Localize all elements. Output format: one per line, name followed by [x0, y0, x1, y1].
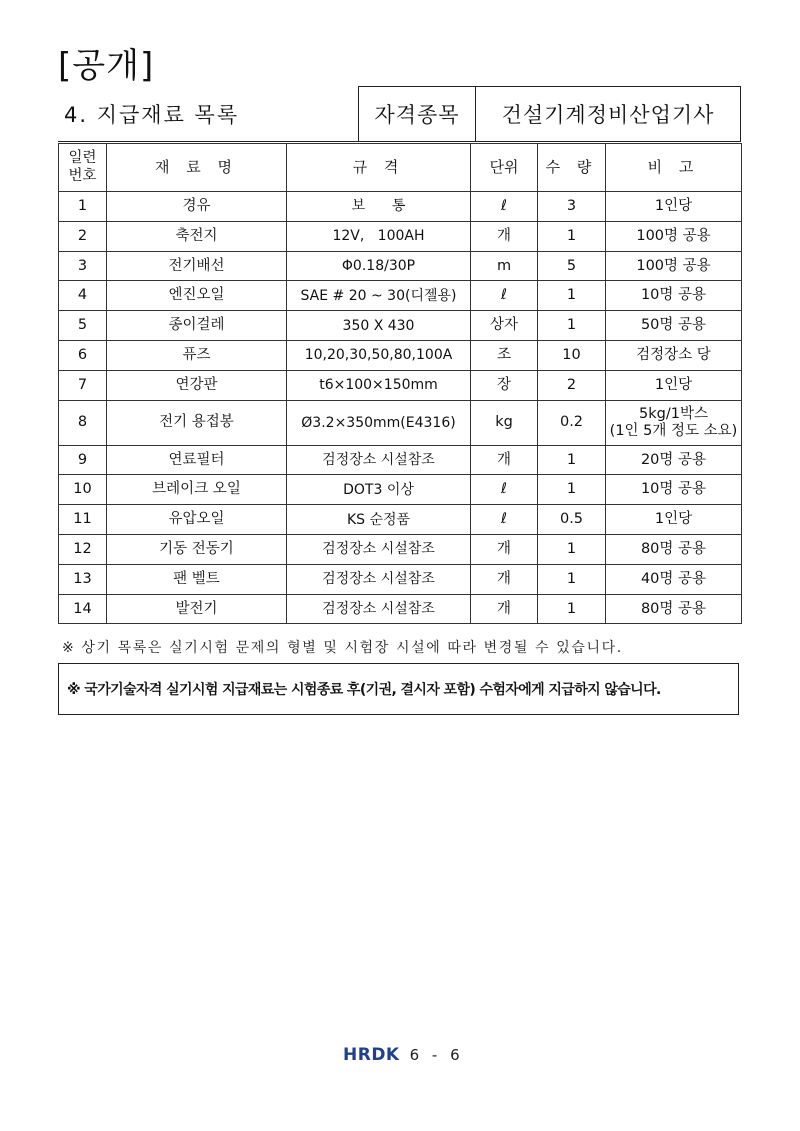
row-number: 1	[59, 192, 107, 222]
row-spec: Φ0.18/30P	[287, 251, 471, 281]
row-number: 7	[59, 370, 107, 400]
row-note: 1인당	[606, 505, 742, 535]
row-qty: 0.2	[538, 400, 606, 445]
table-row	[59, 594, 742, 624]
table-row	[59, 534, 742, 564]
row-spec: 10,20,30,50,80,100A	[287, 340, 471, 370]
row-note: 80명 공용	[606, 534, 742, 564]
row-number: 13	[59, 564, 107, 594]
qualification-value: 건설기계정비산업기사	[476, 87, 741, 142]
row-unit: 개	[471, 445, 538, 475]
row-qty: 2	[538, 370, 606, 400]
row-note	[606, 400, 742, 445]
row-unit: 조	[471, 340, 538, 370]
row-note: 1인당	[606, 370, 742, 400]
row-number: 12	[59, 534, 107, 564]
row-name: 경유	[107, 192, 287, 222]
row-name: 전기 용접봉	[107, 400, 287, 445]
table-row	[59, 340, 742, 370]
row-number: 2	[59, 221, 107, 251]
row-note: 100명 공용	[606, 251, 742, 281]
row-note: 10명 공용	[606, 475, 742, 505]
row-name: 축전지	[107, 221, 287, 251]
row-spec: 검정장소 시설참조	[287, 594, 471, 624]
row-note: 80명 공용	[606, 594, 742, 624]
row-qty: 1	[538, 475, 606, 505]
table-row	[59, 251, 742, 281]
qualification-label: 자격종목	[359, 87, 476, 142]
table-row	[59, 370, 742, 400]
section-header	[58, 86, 741, 142]
page-title: [공개]	[58, 46, 155, 86]
table-row	[59, 564, 742, 594]
header-spec: 규 격	[287, 144, 471, 192]
materials-table	[58, 143, 742, 624]
header-note: 비 고	[606, 144, 742, 192]
row-spec: 12V, 100AH	[287, 221, 471, 251]
table-header-row	[59, 144, 742, 192]
row-number: 10	[59, 475, 107, 505]
table-row	[59, 281, 742, 311]
row-number: 6	[59, 340, 107, 370]
row-qty: 3	[538, 192, 606, 222]
row-qty: 1	[538, 594, 606, 624]
row-number: 14	[59, 594, 107, 624]
row-qty: 1	[538, 564, 606, 594]
row-note: 검정장소 당	[606, 340, 742, 370]
row-unit: 개	[471, 594, 538, 624]
row-unit: 개	[471, 221, 538, 251]
row-qty: 1	[538, 534, 606, 564]
row-spec: DOT3 이상	[287, 475, 471, 505]
row-spec: 검정장소 시설참조	[287, 445, 471, 475]
header-quantity: 수 량	[538, 144, 606, 192]
row-qty: 0.5	[538, 505, 606, 535]
row-name: 팬 벨트	[107, 564, 287, 594]
row-spec: 검정장소 시설참조	[287, 534, 471, 564]
row-number: 4	[59, 281, 107, 311]
row-unit: m	[471, 251, 538, 281]
row-unit: ℓ	[471, 475, 538, 505]
row-number: 11	[59, 505, 107, 535]
section-title: 4. 지급재료 목록	[58, 87, 359, 142]
row-name: 발전기	[107, 594, 287, 624]
row-name: 기동 전동기	[107, 534, 287, 564]
table-row	[59, 400, 742, 445]
row-note: 50명 공용	[606, 311, 742, 341]
row-spec: t6×100×150mm	[287, 370, 471, 400]
table-row	[59, 192, 742, 222]
row-name: 연강판	[107, 370, 287, 400]
row-qty: 1	[538, 445, 606, 475]
table-row	[59, 311, 742, 341]
footnote: ※ 상기 목록은 실기시험 문제의 형별 및 시험장 시설에 따라 변경될 수 있습니다.	[62, 640, 623, 656]
row-number: 9	[59, 445, 107, 475]
row-number: 3	[59, 251, 107, 281]
row-spec: 350 X 430	[287, 311, 471, 341]
row-qty: 10	[538, 340, 606, 370]
row-unit: ℓ	[471, 281, 538, 311]
row-name: 퓨즈	[107, 340, 287, 370]
row-unit: ℓ	[471, 505, 538, 535]
table-row	[59, 445, 742, 475]
row-spec: SAE # 20 ~ 30(디젤용)	[287, 281, 471, 311]
row-qty: 1	[538, 221, 606, 251]
notice-box	[58, 663, 739, 715]
table-row	[59, 221, 742, 251]
notice-text: ※ 국가기술자격 실기시험 지급재료는 시험종료 후(기권, 결시자 포함) 수험자에게 지급하지 않습니다.	[67, 682, 661, 698]
row-unit: 상자	[471, 311, 538, 341]
header-material-name: 재 료 명	[107, 144, 287, 192]
table-row	[59, 475, 742, 505]
row-note-line1: 5kg/1박스	[639, 405, 708, 422]
row-spec: 보 통	[287, 192, 471, 222]
row-name: 전기배선	[107, 251, 287, 281]
hrdk-logo: HRDK	[343, 1045, 400, 1065]
row-number: 8	[59, 400, 107, 445]
row-note: 10명 공용	[606, 281, 742, 311]
row-spec: KS 순정품	[287, 505, 471, 535]
row-name: 유압오일	[107, 505, 287, 535]
row-unit: kg	[471, 400, 538, 445]
row-note: 1인당	[606, 192, 742, 222]
table-row	[59, 505, 742, 535]
header-unit: 단위	[471, 144, 538, 192]
row-qty: 5	[538, 251, 606, 281]
row-spec: Ø3.2×350mm(E4316)	[287, 400, 471, 445]
header-serial-number: 일련 번호	[59, 144, 107, 192]
row-qty: 1	[538, 281, 606, 311]
row-note: 40명 공용	[606, 564, 742, 594]
row-name: 브레이크 오일	[107, 475, 287, 505]
page-footer	[343, 1045, 464, 1065]
row-unit: 개	[471, 564, 538, 594]
row-note: 100명 공용	[606, 221, 742, 251]
row-note: 20명 공용	[606, 445, 742, 475]
row-name: 종이걸레	[107, 311, 287, 341]
row-unit: 장	[471, 370, 538, 400]
row-spec: 검정장소 시설참조	[287, 564, 471, 594]
row-name: 엔진오일	[107, 281, 287, 311]
row-qty: 1	[538, 311, 606, 341]
page-number: 6 - 6	[409, 1046, 464, 1064]
row-note-line2: (1인 5개 정도 소요)	[609, 422, 738, 439]
row-number: 5	[59, 311, 107, 341]
row-unit: 개	[471, 534, 538, 564]
row-name: 연료필터	[107, 445, 287, 475]
row-unit: ℓ	[471, 192, 538, 222]
